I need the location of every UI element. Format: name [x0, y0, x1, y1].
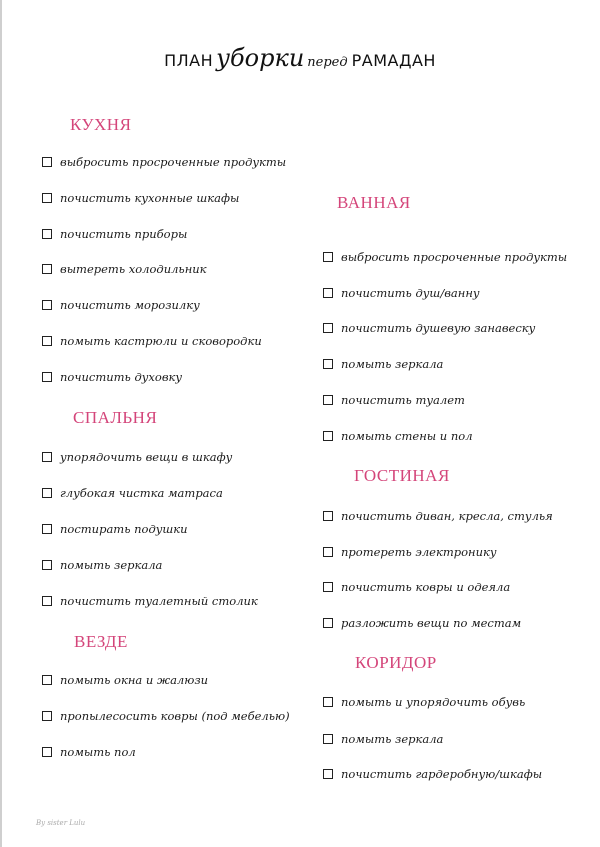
- checkbox[interactable]: [42, 488, 52, 498]
- checklist-item[interactable]: [42, 370, 182, 384]
- checklist-item[interactable]: [323, 357, 443, 371]
- item-label: почистить ковры и одеяла: [341, 580, 511, 594]
- item-label: помыть кастрюли и сковородки: [60, 334, 262, 348]
- item-label: почистить душ/ванну: [341, 286, 480, 300]
- checklist-item[interactable]: [323, 509, 553, 523]
- item-label: почистить морозилку: [60, 298, 200, 312]
- checklist-item[interactable]: [323, 732, 443, 746]
- checkbox[interactable]: [42, 675, 52, 685]
- checkbox[interactable]: [323, 582, 333, 592]
- checklist-item[interactable]: [42, 522, 188, 536]
- checkbox[interactable]: [323, 431, 333, 441]
- heading-bedroom: СПАЛЬНЯ: [73, 408, 158, 427]
- checkbox[interactable]: [42, 747, 52, 757]
- item-label: помыть зеркала: [341, 732, 444, 746]
- item-label: почистить гардеробную/шкафы: [341, 767, 543, 781]
- item-label: глубокая чистка матраса: [60, 486, 223, 500]
- checklist-item[interactable]: [42, 191, 239, 205]
- title-cleaning: уборки: [216, 44, 305, 72]
- checkbox[interactable]: [42, 336, 52, 346]
- checkbox[interactable]: [42, 229, 52, 239]
- checklist-item[interactable]: [42, 673, 208, 687]
- item-label: почистить душевую занавеску: [341, 321, 536, 335]
- checklist-item[interactable]: [323, 429, 473, 443]
- item-label: помыть стены и пол: [341, 429, 473, 443]
- checklist-item[interactable]: [42, 227, 187, 241]
- item-label: почистить духовку: [60, 370, 183, 384]
- checkbox[interactable]: [42, 264, 52, 274]
- item-label: упорядочить вещи в шкафу: [60, 450, 233, 464]
- heading-kitchen: КУХНЯ: [70, 115, 132, 134]
- item-label: выбросить просроченные продукты: [341, 250, 568, 264]
- checkbox[interactable]: [42, 560, 52, 570]
- checklist-item[interactable]: [42, 709, 290, 723]
- item-label: почистить туалетный столик: [60, 594, 258, 608]
- checklist-item[interactable]: [42, 262, 207, 276]
- item-label: пропылесосить ковры (под мебелью): [60, 709, 290, 723]
- checklist-item[interactable]: [323, 767, 542, 781]
- checkbox[interactable]: [323, 769, 333, 779]
- checklist-item[interactable]: [42, 745, 136, 759]
- title-before: перед: [307, 55, 348, 70]
- checkbox[interactable]: [42, 452, 52, 462]
- heading-bathroom: ВАННАЯ: [337, 193, 411, 212]
- heading-everywhere: ВЕЗДЕ: [74, 632, 128, 651]
- title-plan: ПЛАН: [164, 51, 214, 70]
- checklist-item[interactable]: [42, 594, 258, 608]
- checklist-item[interactable]: [42, 298, 200, 312]
- item-label: разложить вещи по местам: [341, 616, 522, 630]
- checklist-item[interactable]: [323, 616, 521, 630]
- checkbox[interactable]: [42, 711, 52, 721]
- checkbox[interactable]: [42, 157, 52, 167]
- checkbox[interactable]: [42, 300, 52, 310]
- heading-living-room: ГОСТИНАЯ: [354, 466, 450, 485]
- checkbox[interactable]: [323, 697, 333, 707]
- checkbox[interactable]: [323, 359, 333, 369]
- heading-hallway: КОРИДОР: [355, 653, 437, 672]
- item-label: помыть окна и жалюзи: [60, 673, 209, 687]
- checklist-item[interactable]: [323, 250, 567, 264]
- item-label: помыть зеркала: [60, 558, 163, 572]
- checkbox[interactable]: [323, 547, 333, 557]
- page-title: [0, 44, 600, 72]
- item-label: почистить туалет: [341, 393, 465, 407]
- checklist-item[interactable]: [42, 450, 232, 464]
- checklist-item[interactable]: [323, 580, 510, 594]
- item-label: протереть электронику: [341, 545, 497, 559]
- checkbox[interactable]: [323, 252, 333, 262]
- checklist-item[interactable]: [42, 558, 162, 572]
- checklist-item[interactable]: [42, 155, 286, 169]
- checkbox[interactable]: [323, 618, 333, 628]
- checkbox[interactable]: [323, 323, 333, 333]
- title-ramadan: РАМАДАН: [351, 51, 436, 70]
- item-label: почистить диван, кресла, стулья: [341, 509, 553, 523]
- checkbox[interactable]: [42, 524, 52, 534]
- checkbox[interactable]: [42, 193, 52, 203]
- checklist-item[interactable]: [323, 321, 535, 335]
- checkbox[interactable]: [323, 511, 333, 521]
- page-left-edge: [0, 0, 2, 847]
- checkbox[interactable]: [323, 288, 333, 298]
- checkbox[interactable]: [42, 372, 52, 382]
- item-label: помыть пол: [60, 745, 136, 759]
- checkbox[interactable]: [42, 596, 52, 606]
- item-label: вытереть холодильник: [60, 262, 207, 276]
- item-label: выбросить просроченные продукты: [60, 155, 287, 169]
- checklist-item[interactable]: [42, 334, 262, 348]
- item-label: почистить приборы: [60, 227, 188, 241]
- checkbox[interactable]: [323, 395, 333, 405]
- checkbox[interactable]: [323, 734, 333, 744]
- checklist-item[interactable]: [323, 393, 465, 407]
- checklist-item[interactable]: [323, 545, 497, 559]
- checklist-item[interactable]: [42, 486, 223, 500]
- item-label: постирать подушки: [60, 522, 188, 536]
- checklist-item[interactable]: [323, 695, 525, 709]
- footer-credit: By sister Lulu: [36, 819, 86, 827]
- item-label: почистить кухонные шкафы: [60, 191, 240, 205]
- checklist-item[interactable]: [323, 286, 480, 300]
- item-label: помыть зеркала: [341, 357, 444, 371]
- item-label: помыть и упорядочить обувь: [341, 695, 526, 709]
